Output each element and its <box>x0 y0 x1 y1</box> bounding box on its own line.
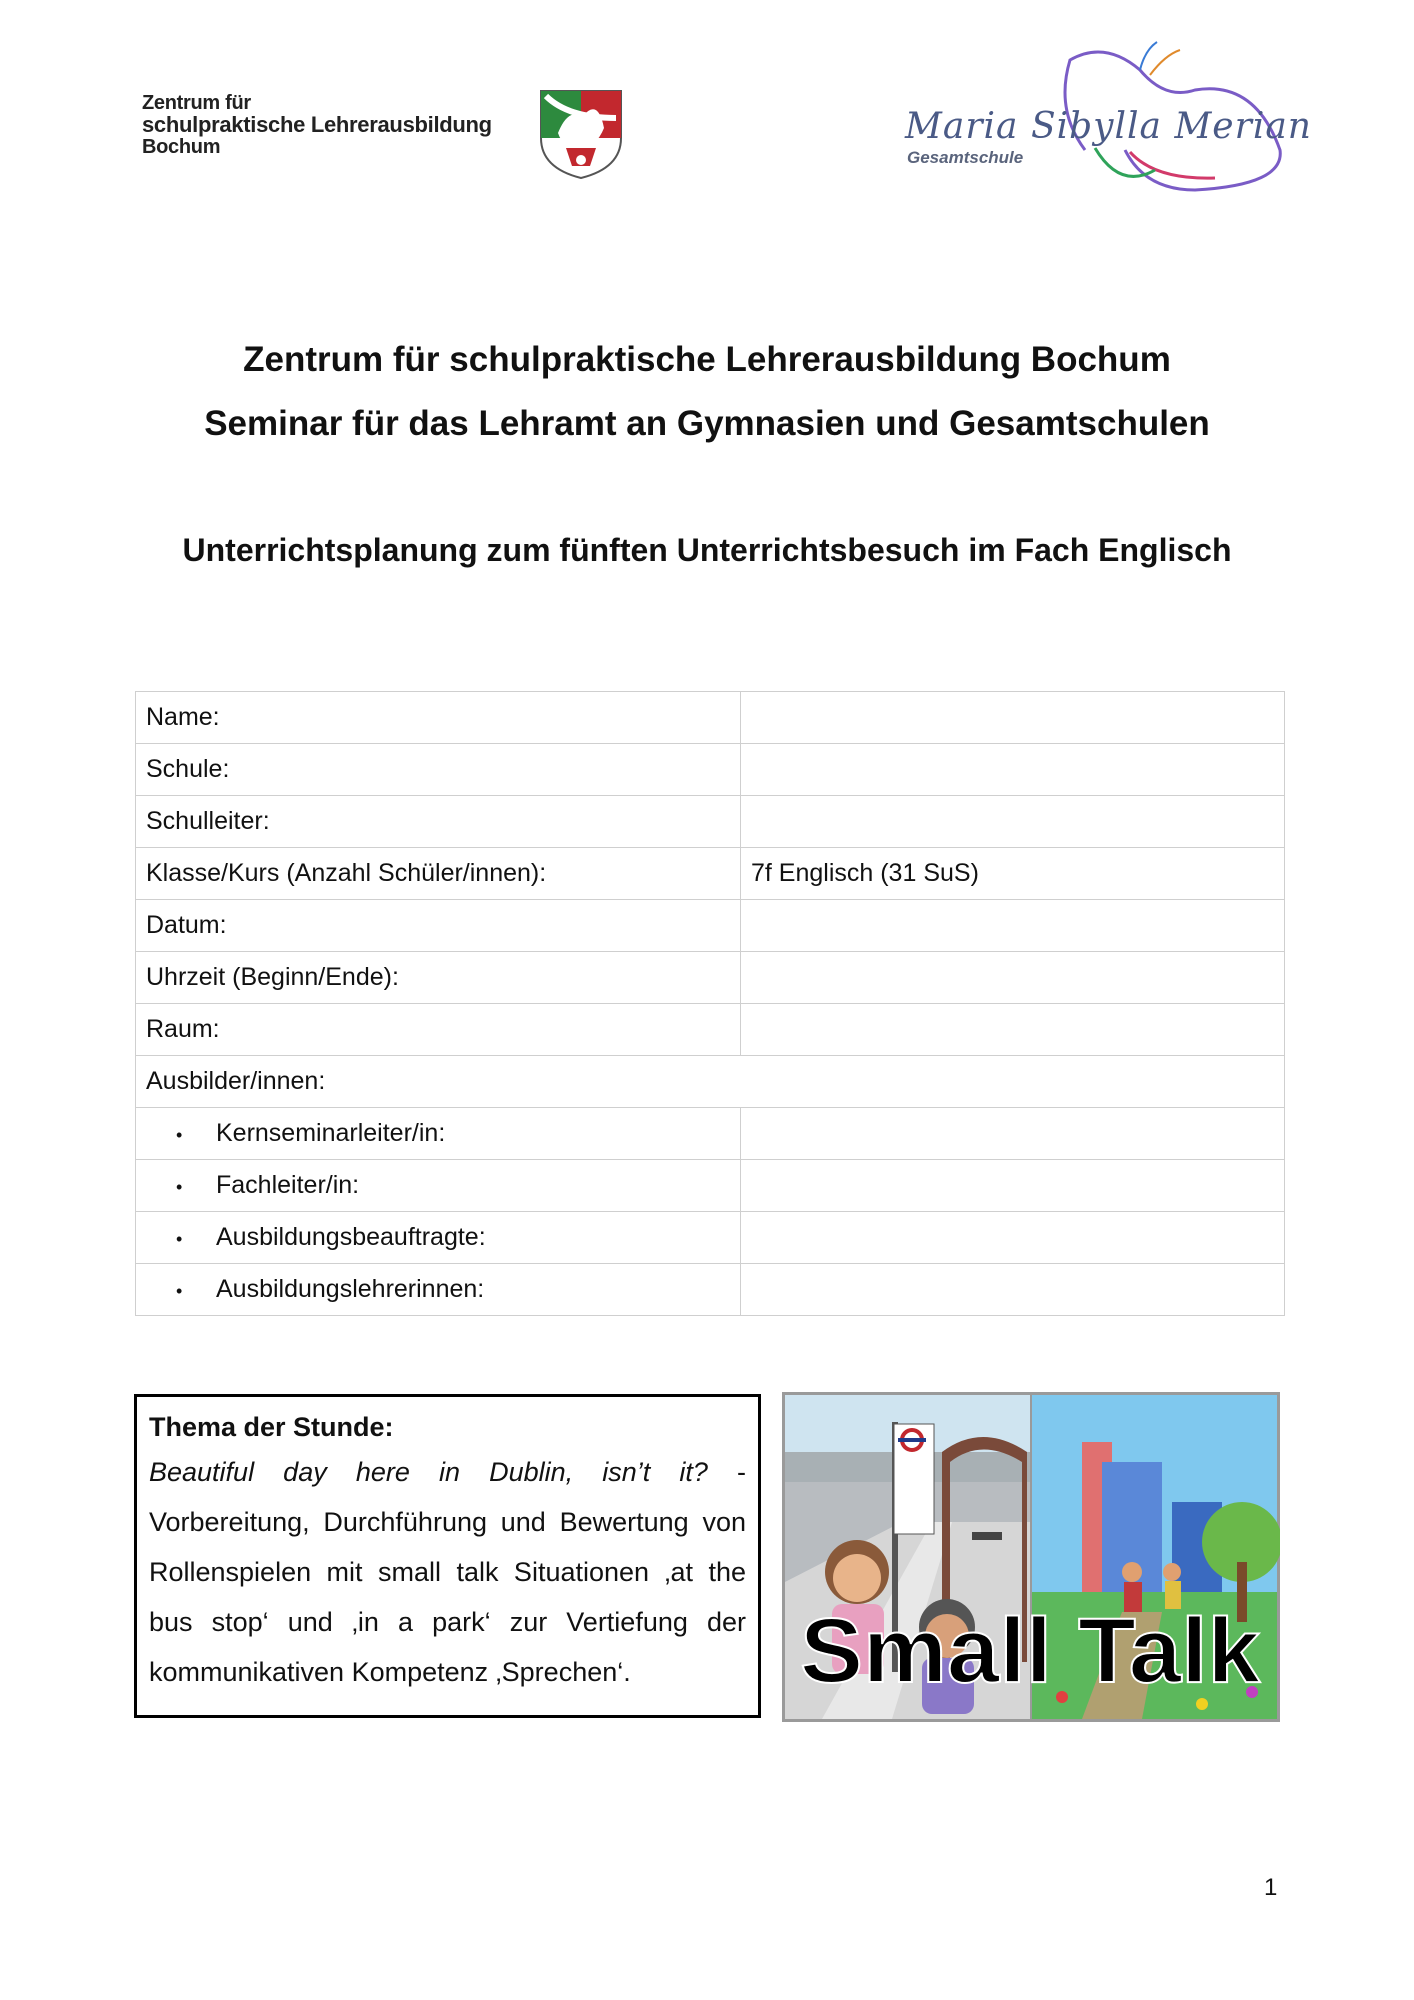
school-logo-subtitle: Gesamtschule <box>907 148 1024 167</box>
row-label-room: Raum: <box>136 1004 741 1056</box>
row-label-date: Datum: <box>136 900 741 952</box>
small-talk-caption: Small Talk <box>800 1600 1261 1702</box>
row-value-training-teachers[interactable] <box>741 1264 1285 1316</box>
bullet-icon: • <box>176 1281 183 1301</box>
nrw-crest-icon <box>538 88 624 180</box>
row-label-training-officer <box>136 1212 741 1264</box>
lesson-topic-box <box>134 1394 761 1718</box>
school-logo-name: Maria Sibylla Merian <box>905 106 1312 147</box>
row-value-principal[interactable] <box>741 796 1285 848</box>
zfsl-logo-line-2: schulpraktische Lehrerausbildung <box>142 112 492 137</box>
row-label-class: Klasse/Kurs (Anzahl Schüler/innen): <box>136 848 741 900</box>
table-row <box>136 848 1285 900</box>
zfsl-bochum-logo <box>140 88 630 188</box>
row-label-trainers: Ausbilder/innen: <box>136 1056 1285 1108</box>
table-row <box>136 692 1285 744</box>
row-value-training-officer[interactable] <box>741 1212 1285 1264</box>
table-row <box>136 744 1285 796</box>
zfsl-logo-line-1: Zentrum für <box>142 92 251 114</box>
bullet-icon: • <box>176 1229 183 1249</box>
table-row <box>136 1056 1285 1108</box>
small-talk-illustration <box>782 1392 1280 1722</box>
table-row <box>136 796 1285 848</box>
row-value-subject-lead[interactable] <box>741 1160 1285 1212</box>
row-label-subject-lead <box>136 1160 741 1212</box>
row-label-school: Schule: <box>136 744 741 796</box>
row-label-time: Uhrzeit (Beginn/Ende): <box>136 952 741 1004</box>
title-seminar: Seminar für das Lehramt an Gymnasien und Gesamtschulen <box>204 404 1210 443</box>
row-label-name: Name: <box>136 692 741 744</box>
row-value-class[interactable]: 7f Englisch (31 SuS) <box>741 848 1285 900</box>
row-label-principal: Schulleiter: <box>136 796 741 848</box>
trainer-label: Ausbildungslehrerinnen: <box>216 1275 485 1303</box>
topic-description: - Vorbereitung, Durchführung und Bewertung von Rollenspielen mit small talk Situationen ‚at the bus stop‘ und ‚in a park‘ zur Vertiefung der kommunikativen Kompetenz ‚Sprechen‘. <box>149 1457 746 1687</box>
page-number: 1 <box>1264 1874 1278 1901</box>
trainer-label: Ausbildungsbeauftragte: <box>216 1223 486 1251</box>
table-row <box>136 900 1285 952</box>
merian-gesamtschule-logo <box>895 40 1312 200</box>
topic-text <box>149 1447 746 1697</box>
row-value-time[interactable] <box>741 952 1285 1004</box>
row-value-school[interactable] <box>741 744 1285 796</box>
title-lesson-plan: Unterrichtsplanung zum fünften Unterrichtsbesuch im Fach Englisch <box>182 532 1232 568</box>
row-label-core-seminar <box>136 1108 741 1160</box>
title-center: Zentrum für schulpraktische Lehrerausbildung Bochum <box>243 340 1171 379</box>
table-row <box>136 1212 1285 1264</box>
row-label-training-teachers <box>136 1264 741 1316</box>
table-row <box>136 1108 1285 1160</box>
trainer-label: Fachleiter/in: <box>216 1171 360 1199</box>
trainer-label: Kernseminarleiter/in: <box>216 1119 446 1147</box>
table-row <box>136 1160 1285 1212</box>
table-row <box>136 952 1285 1004</box>
bullet-icon: • <box>176 1125 183 1145</box>
topic-title: Beautiful day here in Dublin, isn’t it? <box>149 1457 708 1487</box>
row-value-room[interactable] <box>741 1004 1285 1056</box>
row-value-date[interactable] <box>741 900 1285 952</box>
topic-heading: Thema der Stunde: <box>149 1412 394 1442</box>
zfsl-logo-text <box>142 92 492 158</box>
info-table <box>135 691 1285 1316</box>
zfsl-logo-line-3: Bochum <box>142 136 221 158</box>
row-value-name[interactable] <box>741 692 1285 744</box>
table-row <box>136 1264 1285 1316</box>
table-row <box>136 1004 1285 1056</box>
bullet-icon: • <box>176 1177 183 1197</box>
row-value-core-seminar[interactable] <box>741 1108 1285 1160</box>
